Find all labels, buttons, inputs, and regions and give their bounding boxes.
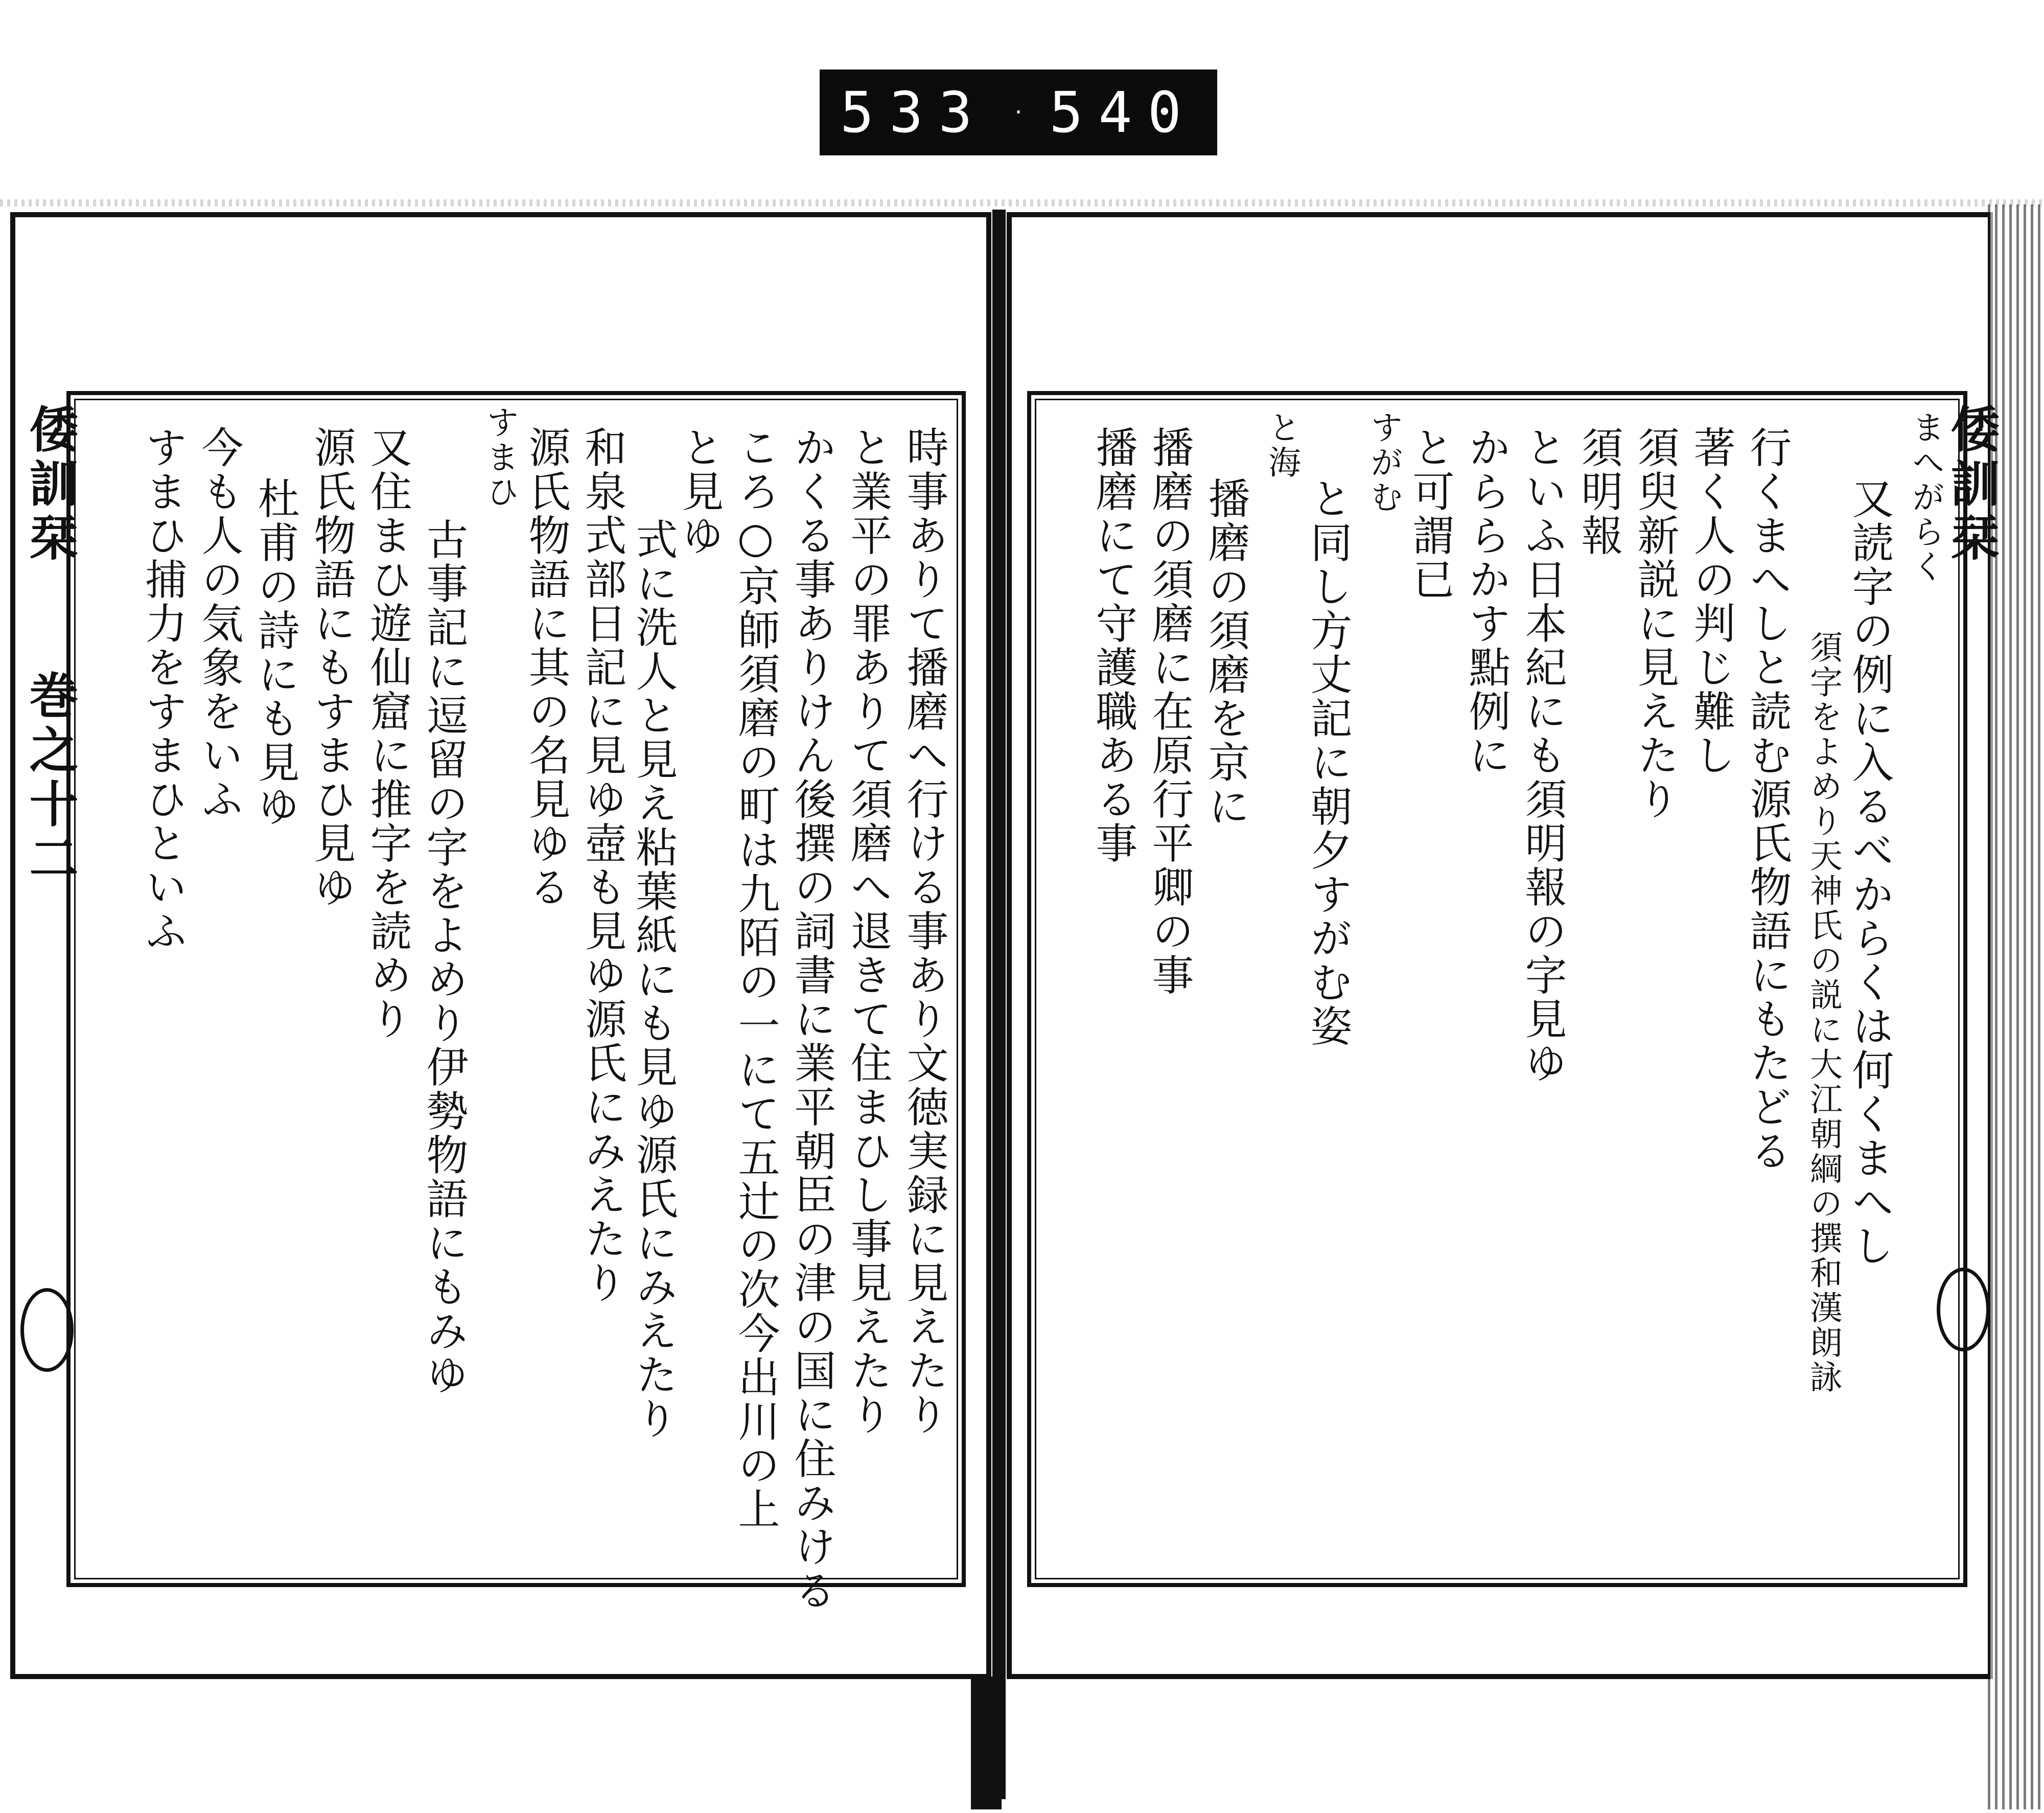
frame-number-right: 540: [1049, 80, 1197, 145]
text-column: 行くまへしと読む源氏物語にもたどる: [1743, 426, 1792, 1173]
text-column: すがむ: [1365, 410, 1403, 515]
scan-noise-line: [0, 199, 2044, 206]
text-column: ころ○京師須磨の町は九陌の一にて五辻の次今出川の上: [731, 426, 780, 1531]
text-column: と同し方丈記に朝夕すがむ姿: [1304, 477, 1352, 1048]
separator-dot: ·: [1012, 101, 1025, 124]
text-column: 須明報: [1574, 426, 1623, 558]
frame-number-label: [820, 70, 1217, 155]
text-column: 和泉式部日記に見ゆ壺も見ゆ源氏にみえたり: [578, 426, 626, 1305]
text-column: かくる事ありけん後撰の詞書に業平朝臣の津の国に住みける: [787, 426, 836, 1613]
text-column: 古事記に逗留の字をよめり伊勢物語にもみゆ: [420, 518, 468, 1397]
text-column: 式に洗人と見え粘葉紙にも見ゆ源氏にみえたり: [629, 518, 678, 1441]
left-margin-circle-mark: [20, 1288, 74, 1372]
left-text-frame: [66, 391, 966, 1613]
left-margin-volume: 巻之十二: [21, 670, 79, 887]
text-column: 源氏物語にもすまひ見ゆ: [307, 426, 356, 909]
text-column: と見ゆ: [675, 426, 724, 558]
right-margin-title: 倭訓栞: [1943, 404, 2001, 566]
text-column: 時事ありて播磨へ行ける事あり文徳実録に見えたり: [900, 426, 948, 1437]
text-column: と海: [1263, 410, 1300, 480]
gutter-shadow: [971, 1677, 1002, 1809]
text-column: 今も人の気象をいふ: [195, 426, 243, 821]
book-gutter: [992, 210, 1006, 1799]
text-column: すまひ捕力をすまひといふ: [138, 426, 187, 953]
text-column: 杜甫の詩にも見ゆ: [251, 477, 299, 829]
text-column: すまひ: [481, 405, 519, 510]
text-column: 源氏物語に其の名見ゆる: [522, 426, 570, 909]
text-column: 須臾新説に見えたり: [1631, 426, 1679, 821]
text-column: 須字をよめり天神氏の説に大江朝綱の撰和漢朗詠: [1804, 630, 1842, 1395]
text-column: まへがらく: [1907, 410, 1944, 584]
text-column: と可謂已: [1406, 426, 1454, 602]
text-column: 播磨の須磨を京に: [1201, 477, 1250, 829]
text-column: 又読字の例に入るべからくは何くまへし: [1845, 477, 1894, 1268]
frame-number-left: 533: [840, 80, 988, 145]
text-column: と業平の罪ありて須磨へ退きて住まひし事見えたり: [844, 426, 892, 1437]
right-text-frame: [1027, 391, 1967, 1587]
text-column: 播磨の須磨に在原行平卿の事: [1145, 426, 1194, 997]
text-column: 著く人の判じ難し: [1687, 426, 1735, 777]
text-column: 播磨にて守護職ある事: [1089, 426, 1137, 865]
left-margin-book-title: 倭訓栞: [21, 404, 79, 566]
text-column: かららかす點例に: [1462, 426, 1511, 777]
text-column: 又住まひ遊仙窟に推字を読めり: [363, 426, 412, 1041]
text-column: といふ日本紀にも須明報の字見ゆ: [1518, 426, 1567, 1085]
